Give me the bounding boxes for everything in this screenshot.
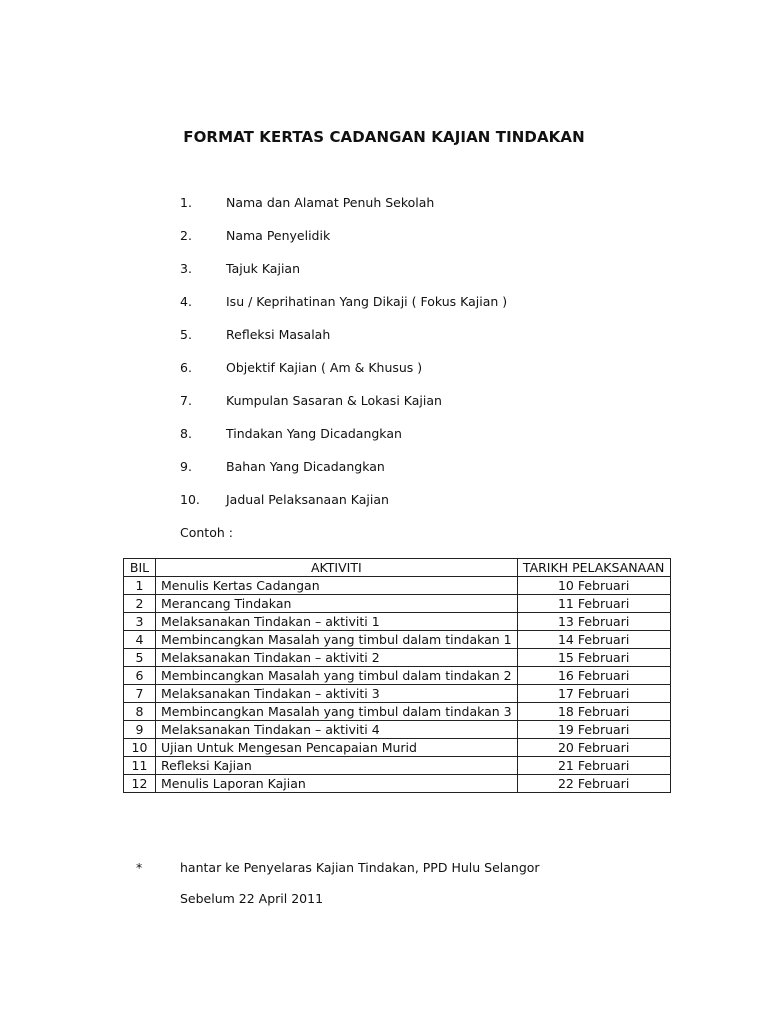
cell-aktiviti: Ujian Untuk Mengesan Pencapaian Murid <box>156 739 518 757</box>
cell-aktiviti: Melaksanakan Tindakan – aktiviti 3 <box>156 685 518 703</box>
cell-tarikh: 20 Februari <box>517 739 670 757</box>
cell-tarikh: 16 Februari <box>517 667 670 685</box>
list-item <box>180 261 507 294</box>
cell-tarikh: 11 Februari <box>517 595 670 613</box>
cell-bil: 11 <box>124 757 156 775</box>
cell-aktiviti: Melaksanakan Tindakan – aktiviti 4 <box>156 721 518 739</box>
cell-bil: 5 <box>124 649 156 667</box>
list-item-number: 2. <box>180 228 192 243</box>
list-item-text: Kumpulan Sasaran & Lokasi Kajian <box>226 393 442 408</box>
cell-aktiviti: Membincangkan Masalah yang timbul dalam tindakan 1 <box>156 631 518 649</box>
list-item-number: 1. <box>180 195 192 210</box>
cell-bil: 3 <box>124 613 156 631</box>
list-item-text: Refleksi Masalah <box>226 327 331 342</box>
cell-bil: 4 <box>124 631 156 649</box>
table-row <box>124 649 671 667</box>
list-item-text: Tajuk Kajian <box>226 261 300 276</box>
list-item <box>180 294 507 327</box>
list-item-number: 4. <box>180 294 192 309</box>
cell-bil: 9 <box>124 721 156 739</box>
cell-bil: 1 <box>124 577 156 595</box>
cell-tarikh: 15 Februari <box>517 649 670 667</box>
document-title: FORMAT KERTAS CADANGAN KAJIAN TINDAKAN <box>183 128 585 146</box>
table-row <box>124 613 671 631</box>
header-tarikh: TARIKH PELAKSANAAN <box>517 559 670 577</box>
table-header-row <box>124 559 671 577</box>
list-item-number: 3. <box>180 261 192 276</box>
list-item <box>180 360 507 393</box>
cell-tarikh: 22 Februari <box>517 775 670 793</box>
list-item-text: Jadual Pelaksanaan Kajian <box>226 492 389 507</box>
cell-tarikh: 10 Februari <box>517 577 670 595</box>
cell-tarikh: 18 Februari <box>517 703 670 721</box>
schedule-table <box>123 558 671 793</box>
cell-aktiviti: Menulis Kertas Cadangan <box>156 577 518 595</box>
list-item-text: Tindakan Yang Dicadangkan <box>226 426 402 441</box>
cell-tarikh: 21 Februari <box>517 757 670 775</box>
cell-bil: 2 <box>124 595 156 613</box>
cell-aktiviti: Membincangkan Masalah yang timbul dalam tindakan 2 <box>156 667 518 685</box>
cell-aktiviti: Melaksanakan Tindakan – aktiviti 2 <box>156 649 518 667</box>
list-item <box>180 426 507 459</box>
format-list <box>180 195 507 525</box>
cell-tarikh: 14 Februari <box>517 631 670 649</box>
cell-aktiviti: Merancang Tindakan <box>156 595 518 613</box>
cell-bil: 7 <box>124 685 156 703</box>
list-item-text: Objektif Kajian ( Am & Khusus ) <box>226 360 423 375</box>
list-item-number: 10. <box>180 492 200 507</box>
list-item <box>180 228 507 261</box>
cell-bil: 6 <box>124 667 156 685</box>
example-label: Contoh : <box>180 525 233 540</box>
table-row <box>124 703 671 721</box>
list-item-text: Bahan Yang Dicadangkan <box>226 459 385 474</box>
list-item-number: 6. <box>180 360 192 375</box>
list-item <box>180 492 507 525</box>
list-item-text: Nama dan Alamat Penuh Sekolah <box>226 195 435 210</box>
list-item-number: 7. <box>180 393 192 408</box>
table-row <box>124 667 671 685</box>
list-item <box>180 393 507 426</box>
cell-tarikh: 19 Februari <box>517 721 670 739</box>
table-row <box>124 631 671 649</box>
table-row <box>124 721 671 739</box>
cell-bil: 12 <box>124 775 156 793</box>
footer-asterisk: * <box>136 860 143 875</box>
cell-tarikh: 13 Februari <box>517 613 670 631</box>
list-item-text: Nama Penyelidik <box>226 228 331 243</box>
footer-deadline: Sebelum 22 April 2011 <box>180 891 324 906</box>
table-row <box>124 595 671 613</box>
table-row <box>124 685 671 703</box>
cell-aktiviti: Membincangkan Masalah yang timbul dalam tindakan 3 <box>156 703 518 721</box>
table-row <box>124 775 671 793</box>
cell-bil: 8 <box>124 703 156 721</box>
table-row <box>124 577 671 595</box>
table-row <box>124 739 671 757</box>
cell-bil: 10 <box>124 739 156 757</box>
header-bil: BIL <box>124 559 156 577</box>
header-aktiviti: AKTIVITI <box>156 559 518 577</box>
cell-aktiviti: Melaksanakan Tindakan – aktiviti 1 <box>156 613 518 631</box>
list-item-text: Isu / Keprihatinan Yang Dikaji ( Fokus Kajian ) <box>226 294 508 309</box>
list-item-number: 8. <box>180 426 192 441</box>
cell-tarikh: 17 Februari <box>517 685 670 703</box>
list-item-number: 5. <box>180 327 192 342</box>
list-item <box>180 327 507 360</box>
list-item <box>180 459 507 492</box>
footer-note: hantar ke Penyelaras Kajian Tindakan, PPD Hulu Selangor <box>180 860 540 875</box>
list-item <box>180 195 507 228</box>
table-row <box>124 757 671 775</box>
cell-aktiviti: Refleksi Kajian <box>156 757 518 775</box>
cell-aktiviti: Menulis Laporan Kajian <box>156 775 518 793</box>
list-item-number: 9. <box>180 459 192 474</box>
